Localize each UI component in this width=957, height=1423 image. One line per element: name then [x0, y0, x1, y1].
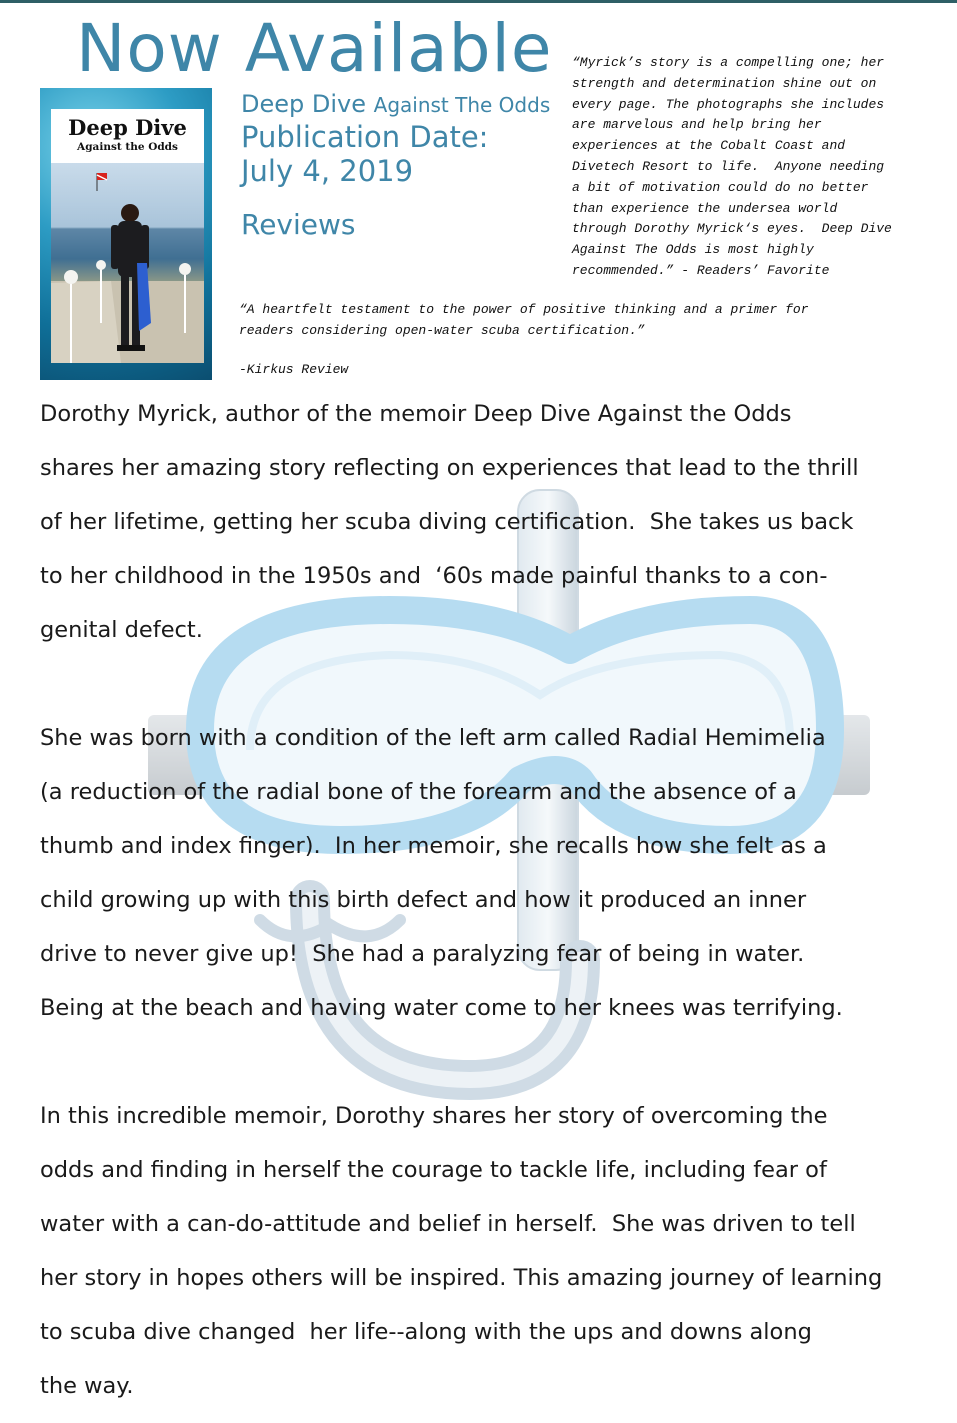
article-body	[40, 387, 940, 1413]
body-line: genital defect.	[40, 617, 203, 643]
cover-title: Deep Dive	[68, 115, 187, 140]
body-line: (a reduction of the radial bone of the forearm and the absence of a	[40, 779, 797, 805]
cover-photo	[51, 163, 204, 363]
cover-subtitle: Against the Odds	[77, 141, 178, 153]
review-line: recommended.” - Readers’ Favorite	[572, 262, 830, 278]
book-cover	[40, 88, 212, 380]
body-line: of her lifetime, getting her scuba diving certification. She takes us back	[40, 509, 854, 535]
body-line: drive to never give up! She had a paralyzing fear of being in water.	[40, 941, 805, 967]
review-line: are marvelous and help bring her	[572, 117, 822, 133]
review-line: a bit of motivation could do no better	[572, 179, 869, 195]
reviews-heading: Reviews	[241, 208, 356, 241]
body-line	[40, 1035, 940, 1089]
review-line: Divetech Resort to life. Anyone needing	[572, 158, 885, 174]
review-line: “Myrick’s story is a compelling one; her	[572, 55, 885, 70]
body-line: her story in hopes others will be inspired. This amazing journey of learning	[40, 1265, 883, 1291]
body-line: Dorothy Myrick, author of the memoir Deep Dive Against the Odds	[40, 401, 792, 427]
diver-photo-illustration	[51, 163, 204, 363]
book-title-small: Against The Odds	[373, 93, 551, 117]
body-line: thumb and index finger). In her memoir, she recalls how she felt as a	[40, 833, 827, 859]
body-line: child growing up with this birth defect and how it produced an inner	[40, 887, 807, 913]
review-line: strength and determination shine out on	[572, 75, 877, 91]
body-line: She was born with a condition of the left arm called Radial Hemimelia	[40, 725, 826, 751]
book-title-large: Deep Dive	[241, 90, 366, 118]
review-line: than experience the undersea world	[572, 200, 838, 216]
book-cover-inner	[51, 109, 204, 363]
publication-date: July 4, 2019	[241, 154, 414, 188]
body-line: odds and finding in herself the courage to tackle life, including fear of	[40, 1157, 827, 1183]
review-line: through Dorothy Myrick‘s eyes. Deep Dive	[572, 221, 892, 237]
review-line: every page. The photographs she includes	[572, 96, 885, 112]
body-line: to scuba dive changed her life--along with the ups and downs along	[40, 1319, 812, 1345]
top-rule	[0, 0, 957, 3]
publication-label: Publication Date:	[241, 120, 489, 154]
body-line: In this incredible memoir, Dorothy shares her story of overcoming the	[40, 1103, 828, 1129]
kirkus-review-quote	[239, 300, 809, 341]
kirkus-review-source: -Kirkus Review	[239, 362, 349, 377]
readers-favorite-review	[572, 53, 892, 282]
review-line: readers considering open-water scuba certification.”	[239, 322, 645, 338]
body-line: the way.	[40, 1373, 134, 1399]
review-line: experiences at the Cobalt Coast and	[572, 138, 846, 154]
review-line: Against The Odds is most highly	[572, 242, 814, 258]
body-line	[40, 657, 940, 711]
body-line: water with a can-do-attitude and belief in herself. She was driven to tell	[40, 1211, 856, 1237]
review-line: “A heartfelt testament to the power of positive thinking and a primer for	[239, 302, 809, 317]
body-line: Being at the beach and having water come to her knees was terrifying.	[40, 995, 843, 1021]
body-line: to her childhood in the 1950s and ‘60s made painful thanks to a con-	[40, 563, 828, 589]
book-title-line	[241, 90, 550, 118]
body-line: shares her amazing story reflecting on experiences that lead to the thrill	[40, 455, 859, 481]
page-headline: Now Available	[76, 10, 553, 87]
